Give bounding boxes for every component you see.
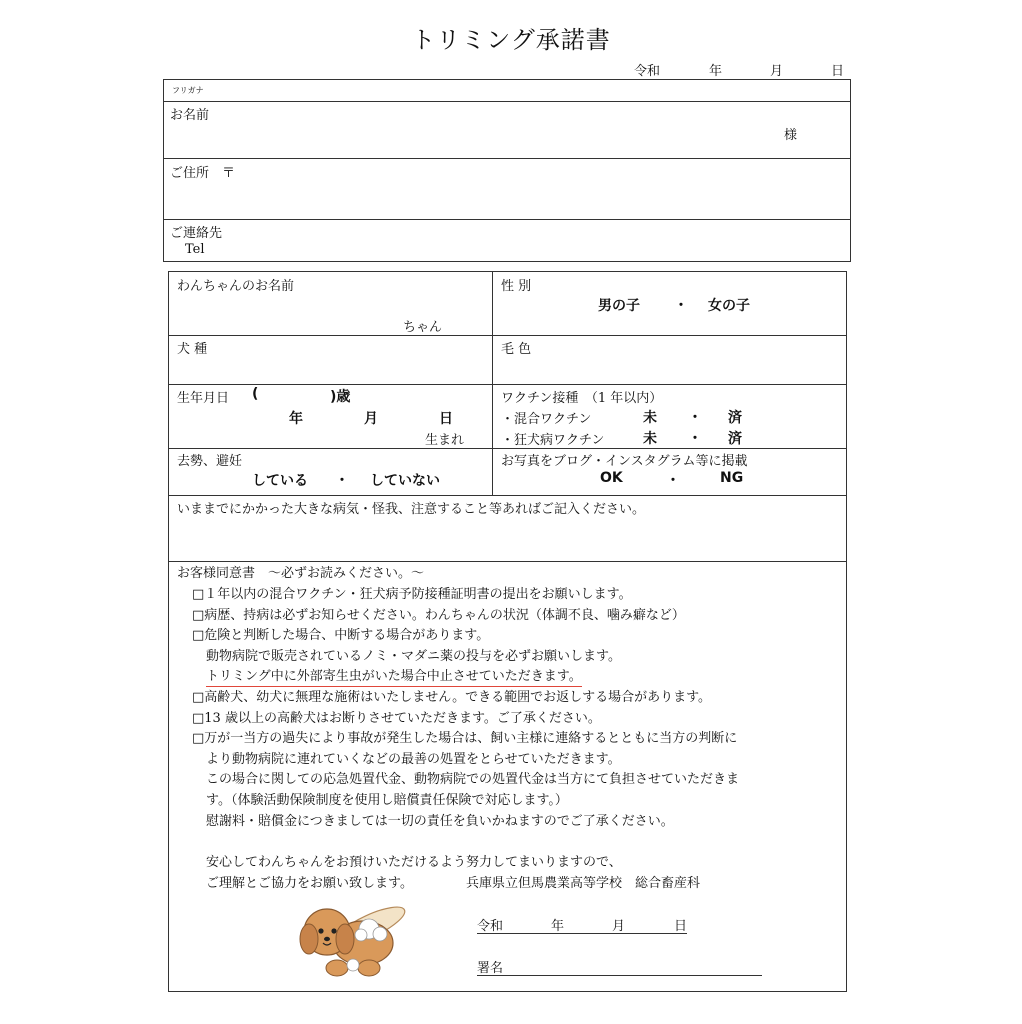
furigana-label: フリガナ <box>172 86 204 95</box>
neuter-yes-option[interactable]: している <box>252 473 308 489</box>
sex-male-option[interactable]: 男の子 <box>598 298 640 314</box>
sign-date-line[interactable] <box>477 915 687 934</box>
dog-illustration <box>287 899 417 979</box>
vaccine-rabies-done-option[interactable]: 済 <box>728 431 742 447</box>
consent-line: □病歴、持病は必ずお知らせください。わんちゃんの状況（体調不良、噛み癖など） <box>192 608 685 623</box>
sign-era: 令和 <box>477 919 504 934</box>
sign-month: 月 <box>612 919 626 934</box>
dog-name-suffix: ちゃん <box>403 320 443 335</box>
vaccine-rabies-label: ・狂犬病ワクチン <box>501 433 605 448</box>
birth-year-label: 年 <box>289 411 303 427</box>
sex-label: 性 別 <box>501 279 532 294</box>
sign-day: 日 <box>674 919 688 934</box>
consent-heading: お客様同意書 ～必ずお読みください。～ <box>177 566 425 581</box>
vaccine-rabies-separator: ・ <box>688 431 702 447</box>
birth-label: 生年月日 <box>177 391 230 406</box>
photo-ng-option[interactable]: NG <box>720 470 744 486</box>
color-label: 毛 色 <box>501 342 532 357</box>
birth-day-label: 日 <box>439 411 453 427</box>
customer-name-field[interactable] <box>264 104 784 152</box>
date-day: 日 <box>831 64 845 79</box>
consent-line: より動物病院に連れていくなどの最善の処置をとらせていただきます。 <box>206 752 621 767</box>
date-month: 月 <box>770 64 784 79</box>
illness-field[interactable] <box>177 518 837 556</box>
consent-line: 慰謝料・賠償金につきましては一切の責任を負いかねますのでご了承ください。 <box>206 814 674 829</box>
birth-month-label: 月 <box>364 411 378 427</box>
consent-line: □万が一当方の過失により事故が発生した場合は、飼い主様に連絡するとともに当方の判断に <box>192 731 738 746</box>
school-name: 兵庫県立但馬農業高等学校 総合畜産科 <box>466 876 701 891</box>
closing-line-1: 安心してわんちゃんをお預けいただけるよう努力してまいりますので、 <box>206 855 622 870</box>
illness-label: いままでにかかった大きな病気・怪我、注意すること等あればご記入ください。 <box>177 502 646 517</box>
dog-name-label: わんちゃんのお名前 <box>177 279 295 294</box>
breed-label: 犬 種 <box>177 342 208 357</box>
sex-female-option[interactable]: 女の子 <box>708 298 750 314</box>
honorific-label: 様 <box>784 128 798 143</box>
photo-ok-option[interactable]: OK <box>600 470 623 486</box>
dog-info-box <box>168 271 847 992</box>
vaccine-mixed-label: ・混合ワクチン <box>501 412 592 427</box>
tel-label: Tel <box>185 242 205 257</box>
page-title: トリミング承諾書 <box>411 26 611 54</box>
date-era: 令和 <box>634 64 661 79</box>
color-field[interactable] <box>501 358 831 380</box>
address-field[interactable] <box>264 162 834 214</box>
consent-line: □13 歳以上の高齢犬はお断りさせていただきます。ご了承ください。 <box>192 711 601 726</box>
vaccine-label: ワクチン接種 （1 年以内） <box>501 391 663 406</box>
consent-line: □高齢犬、幼犬に無理な施術はいたしません。できる範囲でお返しする場合があります。 <box>192 690 712 705</box>
birth-age-open: ( <box>252 386 259 402</box>
vaccine-mixed-separator: ・ <box>688 410 702 426</box>
vaccine-mixed-not-option[interactable]: 未 <box>643 410 657 426</box>
neuter-label: 去勢、避妊 <box>177 454 243 469</box>
age-field[interactable] <box>264 386 324 404</box>
photo-separator: ・ <box>666 473 680 489</box>
signature-label: 署名 <box>477 961 504 976</box>
contact-label: ご連絡先 <box>170 226 223 241</box>
neuter-separator: ・ <box>335 473 349 489</box>
name-label: お名前 <box>170 108 210 123</box>
closing-line-2: ご理解とご協力をお願い致します。 <box>206 876 413 891</box>
sign-year: 年 <box>551 919 565 934</box>
sex-separator: ・ <box>674 298 688 314</box>
consent-line: す。（体験活動保険制度を使用し賠償責任保険で対応します。） <box>206 793 568 808</box>
breed-field[interactable] <box>177 358 482 380</box>
customer-info-box <box>163 79 851 262</box>
vaccine-mixed-done-option[interactable]: 済 <box>728 410 742 426</box>
photo-consent-label: お写真をブログ・インスタグラム等に掲載 <box>501 454 748 469</box>
consent-line: この場合に関しての応急処置代金、動物病院での処置代金は当方にて負担させていただきま <box>206 772 740 787</box>
birth-age-close: )歳 <box>330 389 351 405</box>
dog-name-field[interactable] <box>189 296 399 330</box>
consent-line: □１年以内の混合ワクチン・狂犬病予防接種証明書の提出をお願いします。 <box>192 587 632 602</box>
neuter-no-option[interactable]: していない <box>370 473 440 489</box>
signature-field[interactable] <box>477 957 762 976</box>
birth-suffix: 生まれ <box>425 433 465 448</box>
address-label: ご住所 〒 <box>170 166 236 181</box>
consent-line: 動物病院で販売されているノミ・マダニ薬の投与を必ずお願いします。 <box>206 649 621 664</box>
consent-line: □危険と判断した場合、中断する場合があります。 <box>192 628 490 643</box>
consent-line-highlighted: トリミング中に外部寄生虫がいた場合中止させていただきます。 <box>206 667 582 687</box>
vaccine-rabies-not-option[interactable]: 未 <box>643 431 657 447</box>
date-year: 年 <box>709 64 723 79</box>
tel-field[interactable] <box>224 240 824 260</box>
